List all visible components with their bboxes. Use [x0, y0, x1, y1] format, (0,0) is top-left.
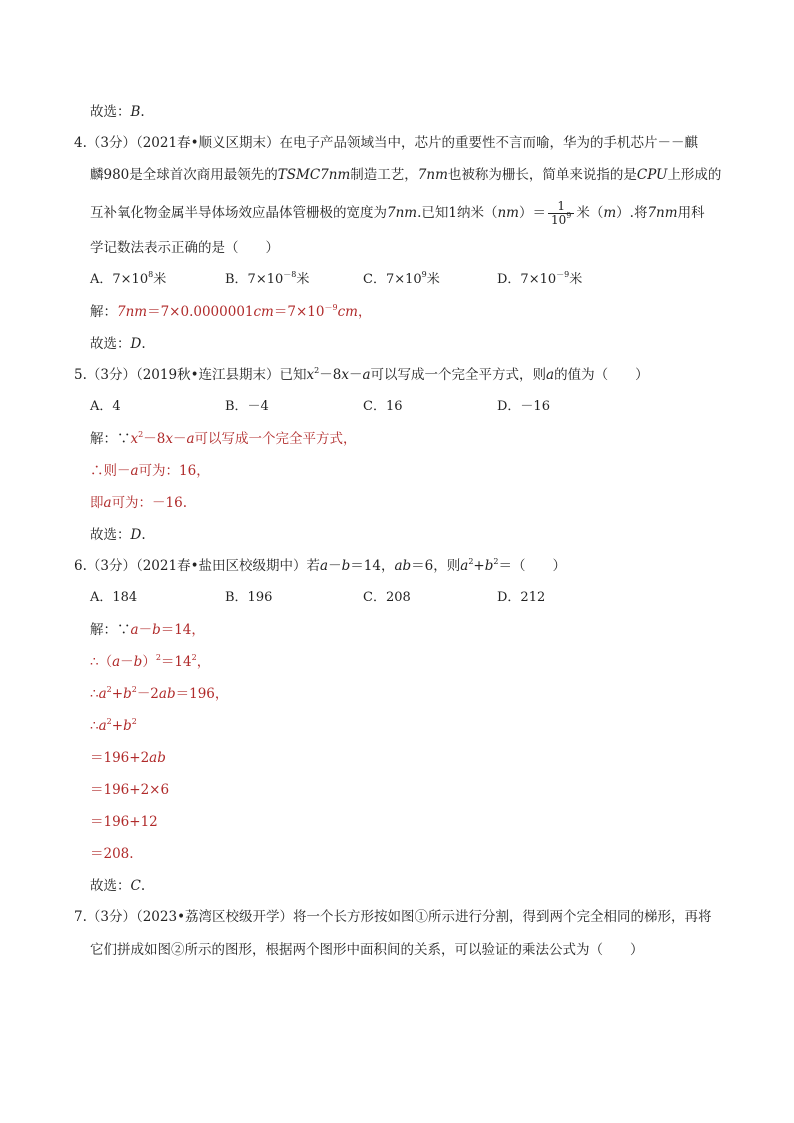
q4-line4: 学记数法表示正确的是（ ） [90, 240, 279, 256]
q6-solution-2: $\therefore(a-b)^2=14^2$， [90, 653, 211, 670]
q6-option-d: D．212 [497, 590, 546, 605]
q4-option-c: C．$7\times 10^9$米 [363, 270, 440, 287]
q6-solution-6: ＝196+2×6 [90, 782, 170, 798]
q5-option-b: B．－4 [225, 399, 269, 414]
q5-option-a: A．4 [90, 399, 121, 414]
q6-solution-5: ＝196+2ab [90, 750, 166, 766]
q6-solution-8: ＝208. [90, 846, 134, 862]
prev-answer-line: 故选：B. [90, 104, 145, 120]
q7-line2: 它们拼成如图②所示的图形，根据两个图形中面积间的关系，可以验证的乘法公式为（ ） [90, 942, 644, 958]
q5-option-c: C．16 [363, 399, 403, 414]
q5-solution-1: 解：$\because x^2-8x-a$可以写成一个完全平方式， [90, 430, 357, 447]
fraction: $\frac{1}{10^9}$ [548, 200, 574, 227]
q5-solution-2: ∴则－a可为：16， [90, 463, 210, 479]
q4-line2: 麟980是全球首次商用最领先的TSMC7nm制造工艺，7nm也被称为栅长，简单来说指的是CPU上形成的 [90, 167, 722, 183]
q4-answer: 故选：D. [90, 336, 146, 352]
q4-header: 4.（3分）（2021春•顺义区期末）在电子产品领域当中，芯片的重要性不言而喻，华为的手机芯片－－麒 [74, 135, 699, 151]
q6-solution-4: $\therefore a^2+b^2$ [90, 717, 137, 734]
q5-header: 5.（3分）（2019秋•连江县期末）已知$x^2-8x-a$可以写成一个完全平方式，则a的值为（ ） [74, 366, 649, 383]
answer-value: B [130, 104, 141, 120]
q5-answer: 故选：D. [90, 527, 146, 543]
q5-solution-3: 即a可为：－16. [90, 495, 188, 511]
q7-line1: 7.（3分）（2023•荔湾区校级开学）将一个长方形按如图①所示进行分割，得到两个完全相同的梯形，再将 [74, 909, 712, 925]
q4-option-d: D．$7\times 10^{-9}$米 [497, 270, 583, 287]
q5-option-d: D．－16 [497, 399, 550, 414]
q6-header: 6.（3分）（2021春•盐田区校级期中）若a－b＝14，ab＝6，则$a^2+b^2=$（ ） [74, 557, 566, 574]
q6-option-b: B．196 [225, 590, 273, 605]
q6-solution-3: $\therefore a^2+b^2-2ab=196$， [90, 685, 229, 702]
q6-answer: 故选：C. [90, 878, 146, 894]
q6-option-c: C．208 [363, 590, 411, 605]
q6-option-a: A．184 [90, 590, 138, 605]
answer-label: 故选： [90, 104, 131, 120]
q4-solution: 解：$7nm=7\times 0.0000001cm=7\times 10^{-9}cm$， [90, 303, 372, 320]
q4-option-a: A．$7\times 10^8$米 [90, 270, 167, 287]
q6-solution-7: ＝196+12 [90, 814, 158, 830]
q4-option-b: B．$7\times 10^{-8}$米 [225, 270, 310, 287]
q6-solution-1: 解：∵a－b＝14， [90, 622, 205, 638]
q4-line3: 互补氧化物金属半导体场效应晶体管栅极的宽度为7nm.已知1纳米（nm）＝ $\frac{1}{10^9}$ 米（m）.将7nm用科 [90, 199, 705, 227]
